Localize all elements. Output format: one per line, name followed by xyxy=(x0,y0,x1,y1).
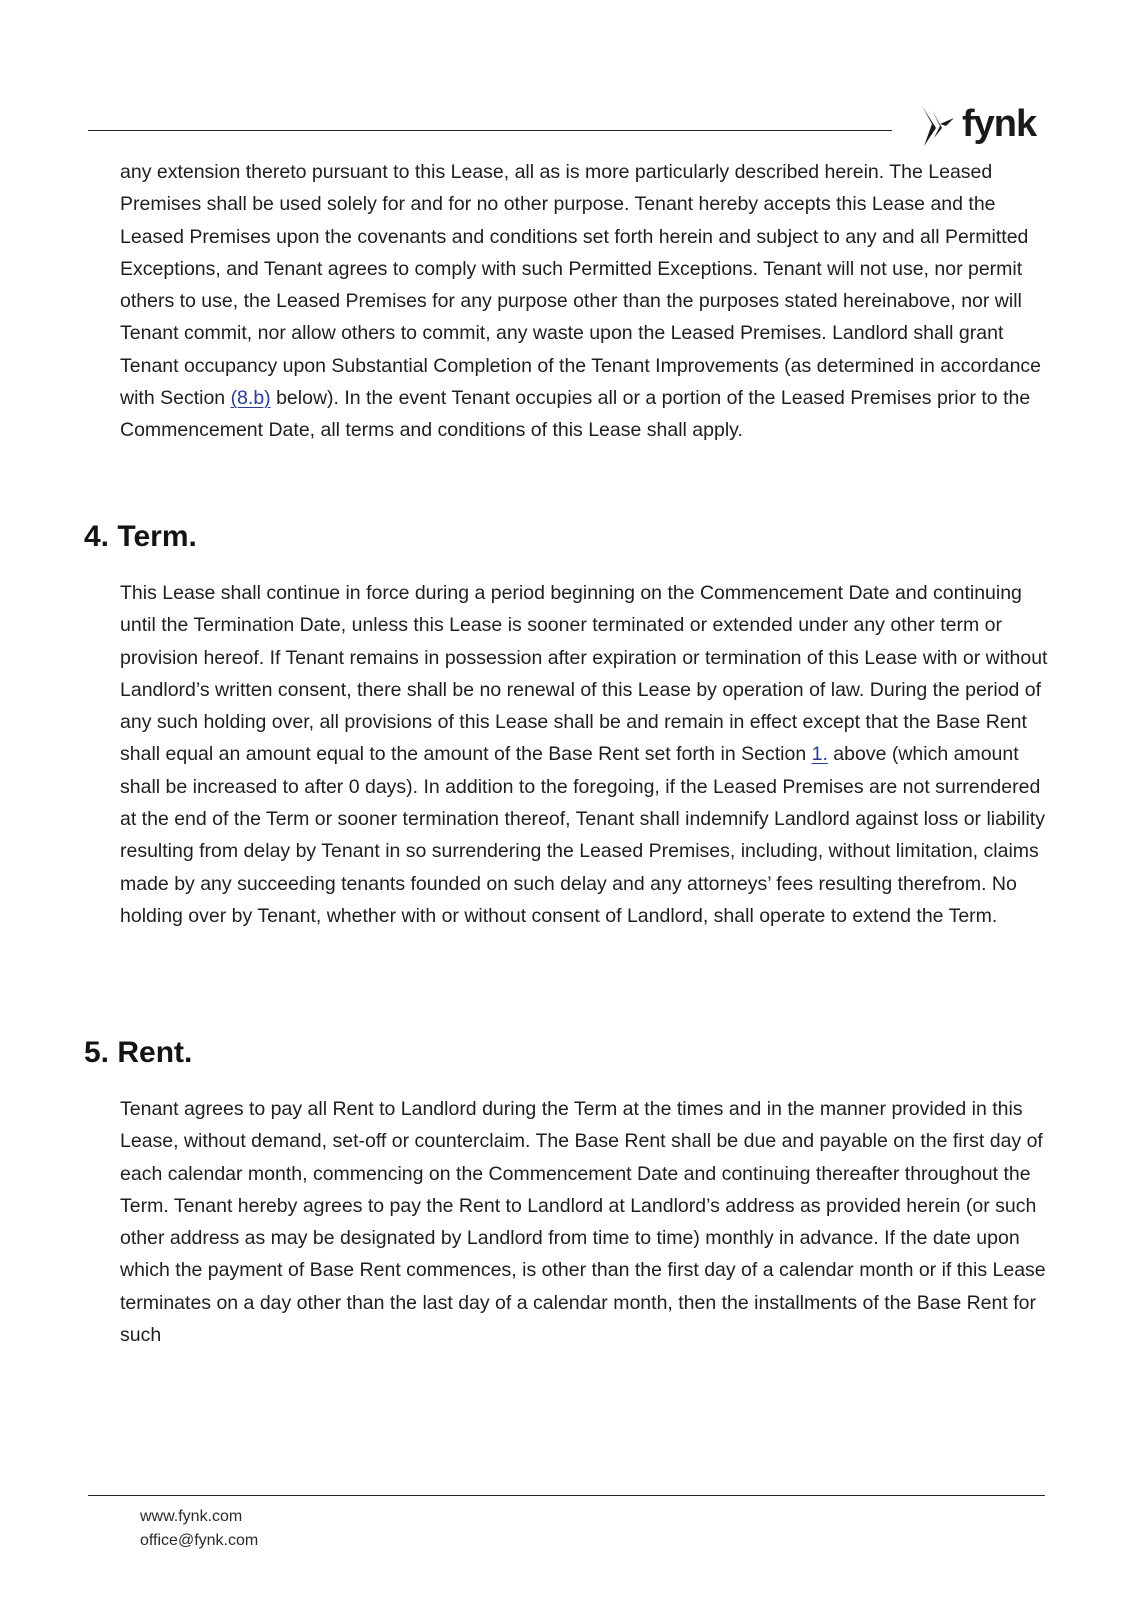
footer-email[interactable]: office@fynk.com xyxy=(140,1532,259,1549)
footer-website[interactable]: www.fynk.com xyxy=(140,1508,243,1525)
section-4-text-start: This Lease shall continue in force during a period beginning on the Commencement Date and continuing until the Termination Date, unless this Lease is sooner terminated or extended under any other term or provision hereof. If Tenant remains in possession after expiration or termination of this Lease with or without Landlord’s written consent, there shall be no renewal of this Lease by operation of law. During the period of any such holding over, all provisions of this Lease shall be and remain in effect except that the Base Rent shall equal an amount equal to the amount of the Base Rent set forth in Section xyxy=(120,582,1048,766)
footer xyxy=(140,1505,258,1553)
section-4-text-end: above (which amount shall be increased to after 0 days). In addition to the foregoing, if the Leased Premises are not surrendered at the end of the Term or sooner termination thereof, Tenant shall indemnify Landlord against loss or liability resulting from delay by Tenant in so surrendering the Leased Premises, including, without limitation, claims made by any succeeding tenants founded on such delay and any attorneys’ fees resulting therefrom. No holding over by Tenant, whether with or without consent of Landlord, shall operate to extend the Term. xyxy=(120,743,1045,927)
section-4-paragraph xyxy=(120,577,1050,932)
fynk-logo xyxy=(920,104,1036,148)
header-divider xyxy=(88,130,892,131)
bird-logo-icon xyxy=(920,104,956,148)
section-4-heading: 4. Term. xyxy=(84,520,197,553)
intro-text-end: below). In the event Tenant occupies all or a portion of the Leased Premises prior to the Commencement Date, all terms and conditions of this Lease shall apply. xyxy=(120,387,1031,442)
footer-divider xyxy=(88,1495,1045,1496)
logo-text: fynk xyxy=(962,103,1037,145)
section-5-paragraph: Tenant agrees to pay all Rent to Landlord during the Term at the times and in the manner provided in this Lease, without demand, set-off or counterclaim. The Base Rent shall be due and payable on the first day of each calendar month, commencing on the Commencement Date and continuing thereafter throughout the Term. Tenant hereby agrees to pay the Rent to Landlord at Landlord’s address as provided herein (or such other address as may be designated by Landlord from time to time) monthly in advance. If the date upon which the payment of Base Rent commences, is other than the first day of a calendar month or if this Lease terminates on a day other than the last day of a calendar month, then the installments of the Base Rent for such xyxy=(120,1098,1046,1347)
section-1-link[interactable]: 1. xyxy=(811,743,828,766)
intro-text-start: any extension thereto pursuant to this Lease, all as is more particularly described herein. The Leased Premises shall be used solely for and for no other purpose. Tenant hereby accepts this Lease and the Leased Premises upon the covenants and conditions set forth herein and subject to any and all Permitted Exceptions, and Tenant agrees to comply with such Permitted Exceptions. Tenant will not use, nor permit others to use, the Leased Premises for any purpose other than the purposes stated hereinabove, nor will Tenant commit, nor allow others to commit, any waste upon the Leased Premises. Landlord shall grant Tenant occupancy upon Substantial Completion of the Tenant Improvements (as determined in accordance with Section xyxy=(120,161,1042,410)
section-5-heading: 5. Rent. xyxy=(84,1036,193,1069)
intro-paragraph xyxy=(120,156,1050,447)
section-8b-link[interactable]: (8.b) xyxy=(230,387,271,410)
